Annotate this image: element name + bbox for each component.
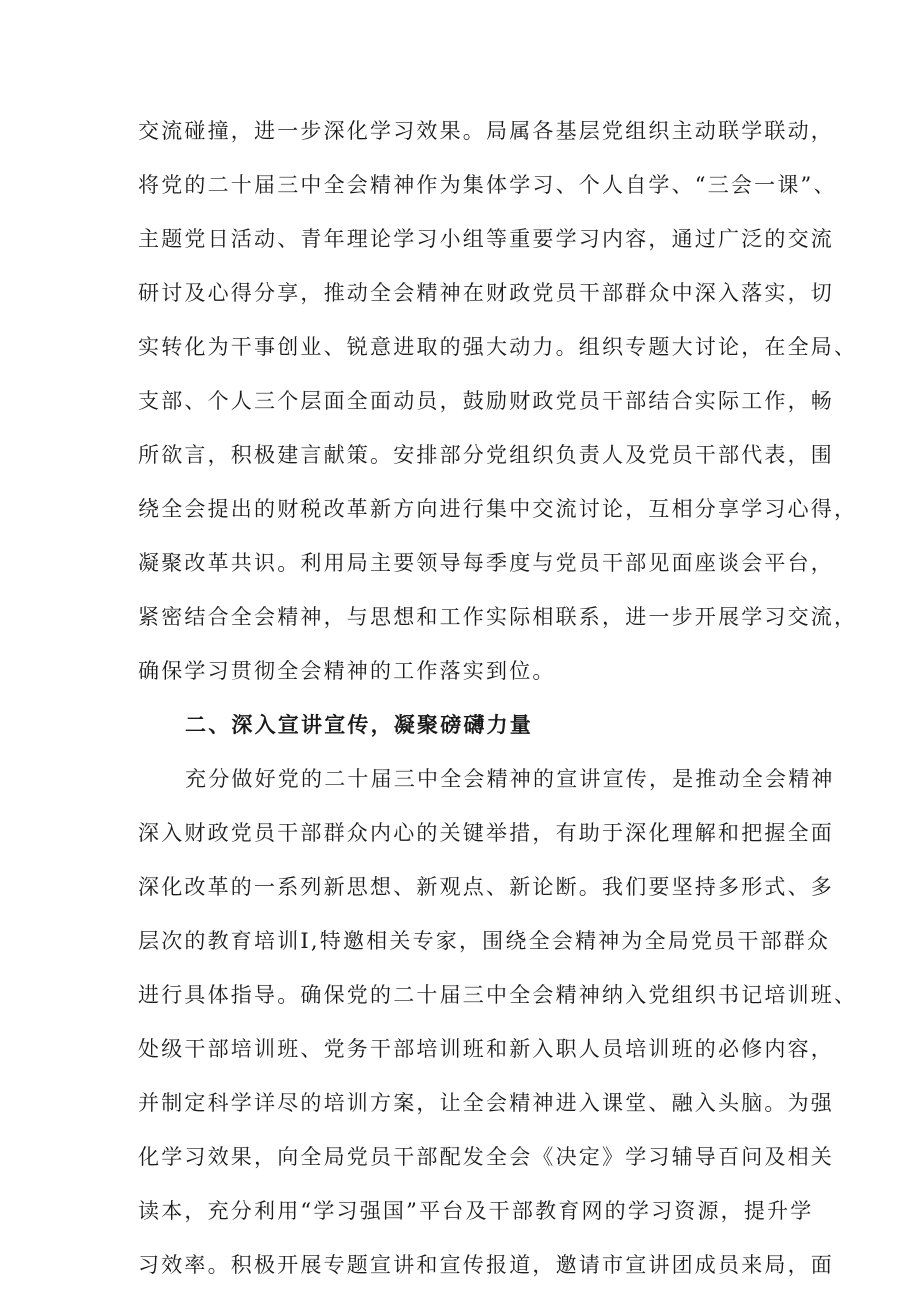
paragraph-line: 主题党日活动、青年理论学习小组等重要学习内容，通过广泛的交流: [138, 227, 834, 251]
paragraph-line: 凝聚改革共识。利用局主要领导每季度与党员干部见面座谈会平台，: [138, 551, 834, 575]
paragraph-line: 研讨及心得分享，推动全会精神在财政党员干部群众中深入落实，切: [138, 281, 834, 305]
paragraph-line: 所欲言，积极建言献策。安排部分党组织负责人及党员干部代表，围: [138, 443, 834, 467]
paragraph-line: 实转化为干事创业、锐意进取的强大动力。组织专题大讨论，在全局、: [138, 335, 858, 359]
paragraph-line: 深入财政党员干部群众内心的关键举措，有助于深化理解和把握全面: [138, 821, 834, 845]
paragraph-line: 支部、个人三个层面全面动员，鼓励财政党员干部结合实际工作，畅: [138, 389, 834, 413]
paragraph-line: 读本，充分利用“学习强国”平台及干部教育网的学习资源，提升学: [138, 1199, 814, 1223]
paragraph-line: 充分做好党的二十届三中全会精神的宣讲宣传，是推动全会精神: [185, 767, 835, 791]
paragraph-line: 化学习效果，向全局党员干部配发全会《决定》学习辅导百问及相关: [138, 1145, 834, 1169]
paragraph-line: 层次的教育培训I,特邀相关专家，围绕全会精神为全局党员干部群众: [138, 929, 831, 953]
paragraph-line: 紧密结合全会精神，与思想和工作实际相联系，进一步开展学习交流，: [138, 605, 858, 629]
section-heading: 二、深入宣讲宣传，凝聚磅礴力量: [185, 712, 533, 737]
paragraph-line: 绕全会提出的财税改革新方向进行集中交流讨论，互相分享学习心得，: [138, 497, 858, 521]
paragraph-line: 将党的二十届三中全会精神作为集体学习、个人自学、“三会一课”、: [138, 173, 837, 197]
paragraph-line: 习效率。积极开展专题宣讲和宣传报道，邀请市宣讲团成员来局，面: [138, 1253, 834, 1277]
paragraph-line: 交流碰撞，进一步深化学习效果。局属各基层党组织主动联学联动，: [138, 119, 834, 143]
paragraph-line: 深化改革的一系列新思想、新观点、新论断。我们要坚持多形式、多: [138, 875, 834, 899]
paragraph-line: 确保学习贯彻全会精神的工作落实到位。: [138, 659, 556, 683]
paragraph-line: 并制定科学详尽的培训方案，让全会精神进入课堂、融入头脑。为强: [138, 1091, 834, 1115]
paragraph-line: 处级干部培训班、党务干部培训班和新入职人员培训班的必修内容，: [138, 1037, 834, 1061]
paragraph-line: 进行具体指导。确保党的二十届三中全会精神纳入党组织书记培训班、: [138, 983, 858, 1007]
